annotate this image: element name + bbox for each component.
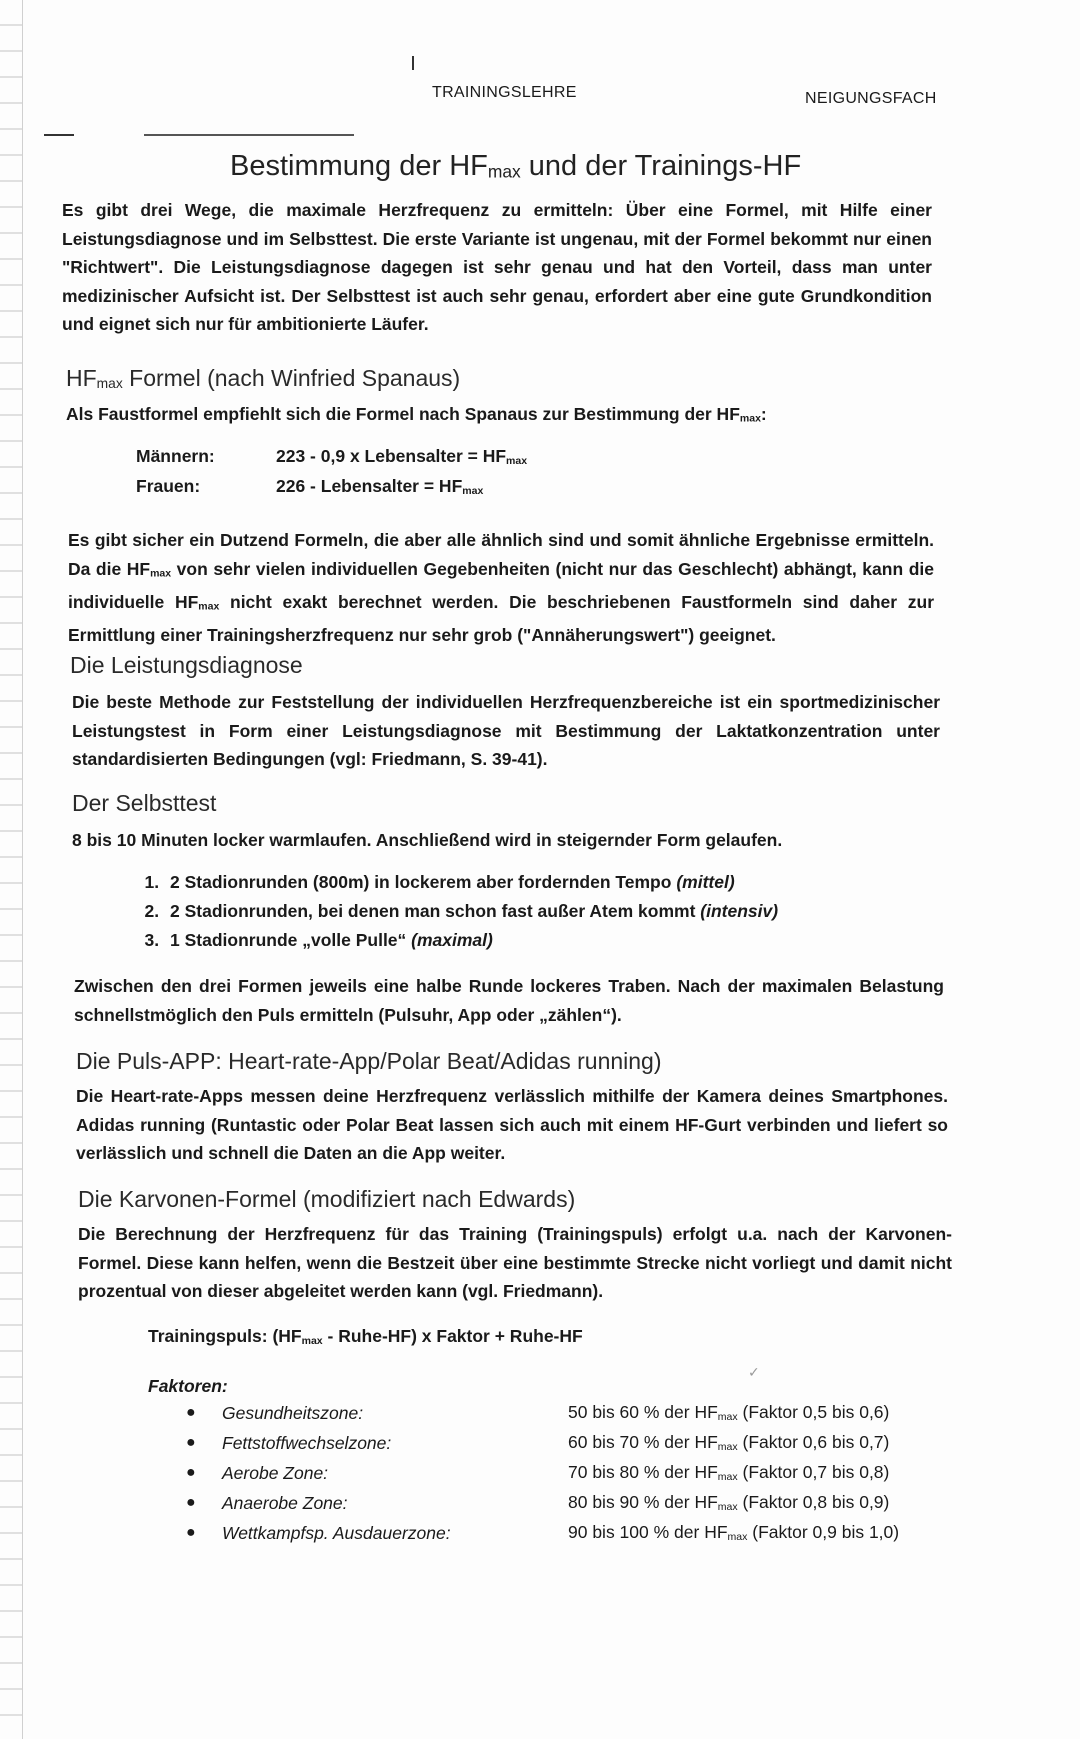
intro-paragraph: Es gibt drei Wege, die maximale Herzfrequenz zu ermitteln: Über eine Formel, mit Hilfe einer Leistungsdiagnose und im Selbsttest. Die erste Variante ist ungenau, mit der Formel bekommt nur einen "Richtwert". Die Leistungsdiagnose dagegen ist sehr genau und hat den Vorteil, dass man unter medizinischer Aufsicht ist. Der Selbsttest ist auch sehr genau, erfordert aber eine gute Grundkondition und eignet sich nur für ambitionierte Läufer.: [62, 200, 932, 334]
zone-value: 60 bis 70 % der $HF_{max}$ (Faktor 0,6 bis 0,7): [568, 1432, 890, 1454]
bullet-icon: ●: [186, 1524, 196, 1541]
bullet-icon: ●: [186, 1464, 196, 1481]
section-heading-formula: $HF_{max}$ Formel (nach Winfried Spanaus): [66, 365, 461, 392]
factors-label: Faktoren:: [148, 1376, 228, 1396]
bullet-icon: ●: [186, 1434, 196, 1451]
section-heading-karvonen: Die Karvonen-Formel (modifiziert nach Edwards): [78, 1186, 576, 1212]
zone-list: [186, 1398, 946, 1548]
zone-name: Fettstoffwechselzone:: [222, 1432, 392, 1453]
formula-men: Männern: 223 - 0,9 x Lebensalter = $HF_{max}$: [136, 446, 528, 468]
formula-men-label: Männern:: [136, 446, 215, 466]
formula-lead: Als Faustformel empfiehlt sich die Formel nach Spanaus zur Bestimmung der $HF_{max}$:: [66, 404, 767, 425]
list-item: [186, 1518, 946, 1548]
zone-name: Gesundheitszone:: [222, 1402, 364, 1423]
margin-line: [22, 0, 23, 1739]
formula-women-label: Frauen:: [136, 476, 201, 496]
list-item: 2. 2 Stadionrunden, bei denen man schon fast außer Atem kommt (intensiv): [164, 897, 778, 926]
zone-value: 90 bis 100 % der $HF_{max}$ (Faktor 0,9 bis 1,0): [568, 1522, 900, 1544]
binder-holes: [0, 0, 22, 1739]
formula-men-value: 223 - 0,9 x Lebensalter = HF: [276, 446, 507, 466]
section-heading-app: Die Puls-APP: Heart-rate-App/Polar Beat/Adidas running): [76, 1048, 662, 1074]
selbsttest-lead: 8 bis 10 Minuten locker warmlaufen. Anschließend wird in steigernder Form gelaufen.: [72, 830, 783, 850]
bullet-icon: ●: [186, 1494, 196, 1511]
pencil-checkmark: ✓: [748, 1364, 760, 1380]
selbsttest-steps: [130, 868, 778, 955]
zone-name: Wettkampfsp. Ausdauerzone:: [222, 1522, 451, 1543]
header-subject: TRAININGSLEHRE: [432, 84, 577, 101]
formula-women-value: 226 - Lebensalter = HF: [276, 476, 463, 496]
zone-value: 80 bis 90 % der $HF_{max}$ (Faktor 0,8 bis 0,9): [568, 1492, 890, 1514]
section-heading-selbsttest: Der Selbsttest: [72, 790, 217, 816]
bullet-icon: ●: [186, 1404, 196, 1421]
header-course: NEIGUNGSFACH: [805, 90, 937, 107]
karvonen-formula: Trainingspuls: ($HF_{max}$ - Ruhe-HF) x Faktor + Ruhe-HF: [148, 1326, 583, 1348]
formula-women: Frauen: 226 - Lebensalter = $HF_{max}$: [136, 476, 484, 498]
diagnose-paragraph: Die beste Methode zur Feststellung der individuellen Herzfrequenzbereiche ist ein sportmedizinischer Leistungstest in Form einer Leistungsdiagnose mit Bestimmung der Laktatkonzentration unter standardisierten Bedingungen (vgl: Friedmann, S. 39-41).: [72, 692, 940, 769]
zone-name: Anaerobe Zone:: [222, 1492, 348, 1513]
pen-mark: [412, 56, 414, 70]
list-item: [186, 1488, 946, 1518]
karvonen-paragraph: Die Berechnung der Herzfrequenz für das Training (Trainingspuls) erfolgt u.a. nach der Karvonen-Formel. Diese kann helfen, wenn die Bestzeit über eine bestimmte Strecke nicht vorliegt und damit nicht prozentual von dieser abgeleitet werden kann (vgl. Friedmann).: [78, 1224, 952, 1301]
zone-value: 70 bis 80 % der $HF_{max}$ (Faktor 0,7 bis 0,8): [568, 1462, 890, 1484]
app-paragraph: Die Heart-rate-Apps messen deine Herzfrequenz verlässlich mithilfe der Kamera deines Smartphones. Adidas running (Runtastic oder Polar Beat lassen sich auch mit einem HF-Gurt verbinden und liefert so verlässlich und schnell die Daten an die App weiter.: [76, 1086, 948, 1163]
list-item: 3. 1 Stadionrunde „volle Pulle“ (maximal): [164, 926, 778, 955]
top-rule: [44, 134, 354, 136]
list-item: [186, 1398, 946, 1428]
zone-name: Aerobe Zone:: [222, 1462, 329, 1483]
page-title: Bestimmung der $HF_{max}$ und der Trainings-HF: [230, 150, 802, 182]
zone-value: 50 bis 60 % der $HF_{max}$ (Faktor 0,5 bis 0,6): [568, 1402, 890, 1424]
list-item: 1. 2 Stadionrunden (800m) in lockerem aber fordernden Tempo (mittel): [164, 868, 778, 897]
list-item: [186, 1458, 946, 1488]
list-item: [186, 1428, 946, 1458]
selbsttest-after: Zwischen den drei Formen jeweils eine halbe Runde lockeres Traben. Nach der maximalen Belastung schnellstmöglich den Puls ermitteln (Pulsuhr, App oder „zählen“).: [74, 976, 944, 1025]
formula-note: Es gibt sicher ein Dutzend Formeln, die aber alle ähnlich sind und somit ähnliche Ergebnisse ermitteln. Da die $HF_{max}$ von sehr vielen individuellen Gegebenheiten (nicht nur das Geschlecht) abhängt, kann die individuelle $HF_{max}$ nicht exakt berechnet werden. Die beschriebenen Faustformeln sind daher zur Ermittlung einer Trainingsherzfrequenz nur sehr grob ("Annäherungswert") geeignet.: [68, 530, 935, 645]
section-heading-diagnose: Die Leistungsdiagnose: [70, 652, 303, 678]
